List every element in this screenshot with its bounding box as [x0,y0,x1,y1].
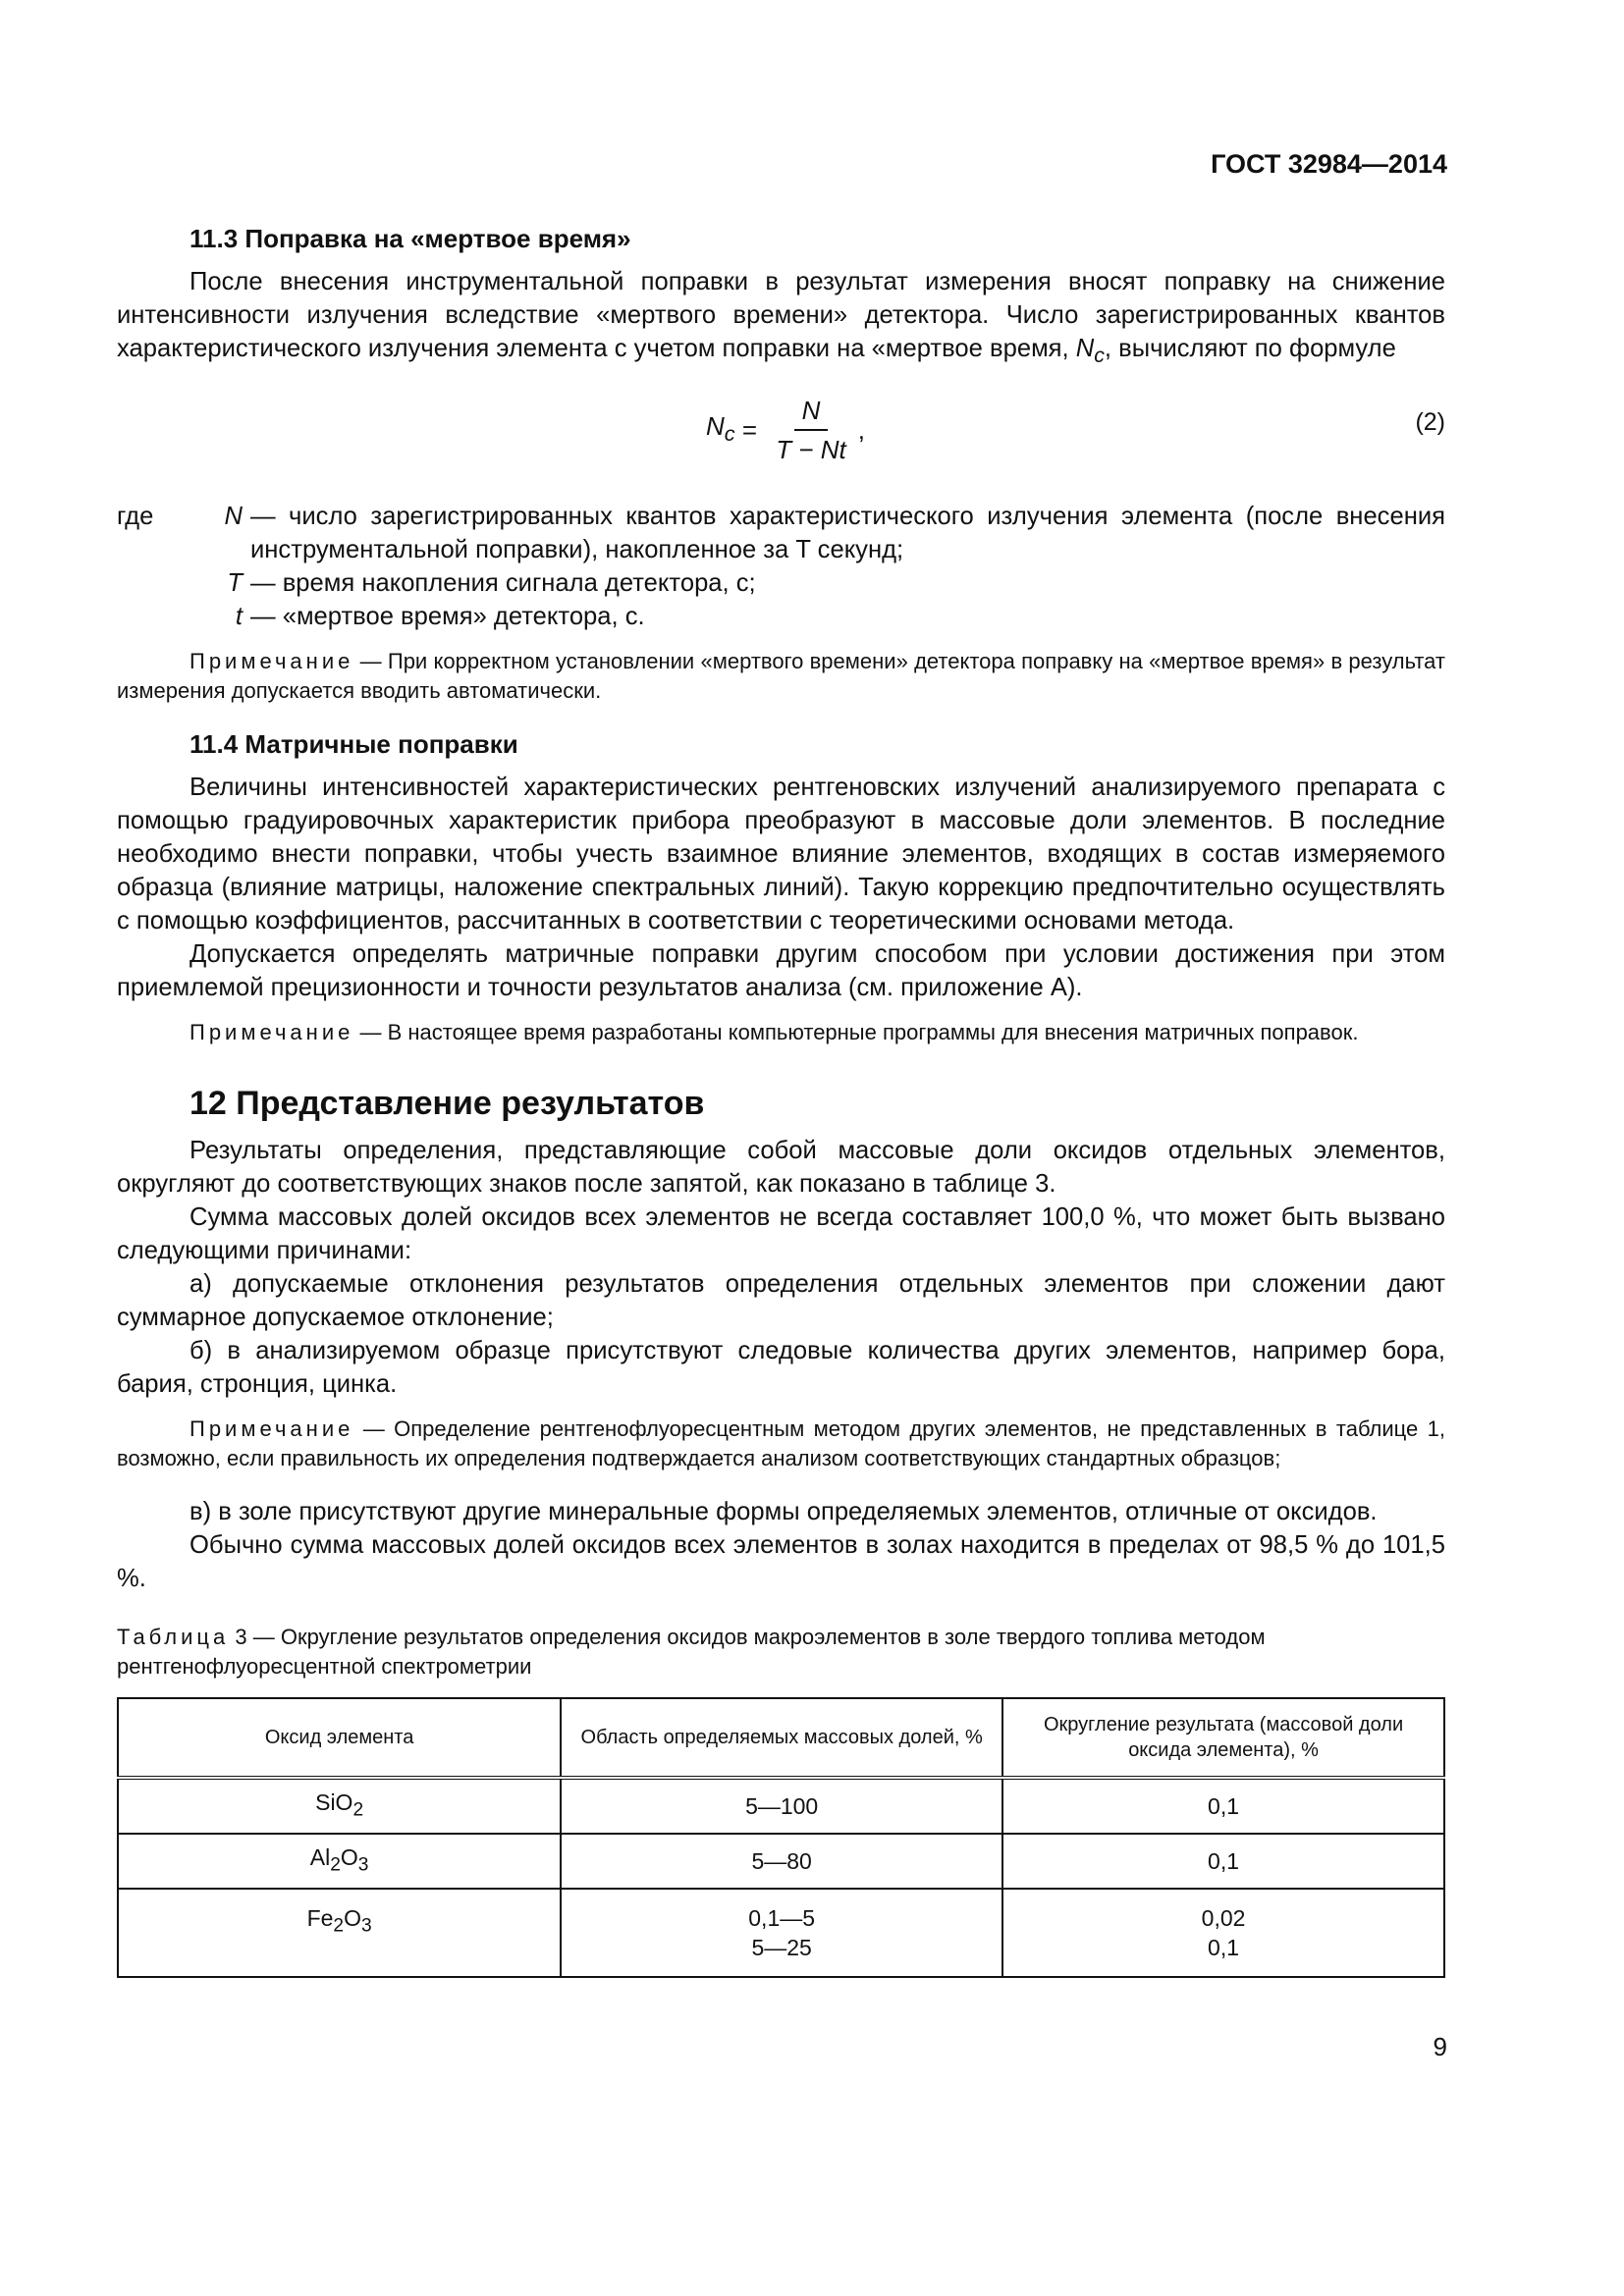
formula-2: $N_c$ = $\frac{N}{T - Nt}$ , (2) [706,396,1445,465]
symbol-explanations [117,500,1445,633]
section-11-4-paragraph: Допускается определять матричные поправки другим способом при условии достижения при этом приемлемой прецизионности и точности результатов анализа (см. приложение А). [117,940,1445,1002]
oxide-cell: $Fe_2O_3$ [118,1889,561,1977]
range-cell: 5—80 [561,1834,1002,1889]
equation-number: (2) [1415,408,1445,437]
section-12-paragraph: а) допускаемые отклонения результатов определения отдельных элементов при сложении дают суммарное допускаемое отклонение; [117,1270,1445,1332]
section-11-4-paragraph: Величины интенсивностей характеристических рентгеновских излучений анализируемого препарата с помощью градуировочных характеристик прибора преобразуют в массовые доли элементов. В последние необходимо внести поправки, чтобы учесть взаимное влияние элементов, входящих в состав измеряемого образца (влияние матрицы, наложение спектральных линий). Такую коррекцию предпочтительно осуществлять с помощью коэффициентов, рассчитанных в соответствии с теоретическими основами метода. [117,774,1445,935]
table-header-cell: Оксид элемента [118,1698,561,1778]
rounding-cell: 0,1 [1002,1834,1444,1889]
rounding-cell: 0,1 [1002,1778,1444,1834]
table-header-cell: Область определяемых массовых долей, % [561,1698,1002,1778]
table-3 [117,1697,1445,1978]
formula-numerator: N [794,394,829,431]
section-12-paragraph: Обычно сумма массовых долей оксидов всех элементов в золах находится в пределах от 98,5 % до 101,5 %. [117,1531,1445,1593]
table-row [118,1889,1444,1977]
section-12-paragraph: б) в анализируемом образце присутствуют следовые количества других элементов, например бора, бария, стронция, цинка. [117,1337,1445,1399]
formula-fraction [768,394,854,466]
note-11-4: Примечание — В настоящее время разработаны компьютерные программы для внесения матричных поправок. [189,1020,1359,1045]
section-12-title: 12 Представление результатов [189,1085,705,1123]
symbol-row: t — «мертвое время» детектора, с. [235,603,645,631]
range-cell: 5—100 [561,1778,1002,1834]
symbol-row: где N — число зарегистрированных квантов характеристического излучения элемента (после внесения инструментальной поправки), накопленное за T секунд; [117,503,1445,564]
formula-lhs: $N_c$ [706,411,735,447]
formula-denominator: T − Nt [776,435,846,465]
table-header-row [118,1698,1444,1778]
rounding-cell: 0,02 0,1 [1002,1889,1444,1977]
page-content [117,222,1445,1978]
section-12-paragraph: Результаты определения, представляющие собой массовые доли оксидов отдельных элементов, округляют до соответствующих знаков после запятой, как показано в таблице 3. [117,1137,1445,1199]
note-11-3: Примечание — При корректном установлении «мертвого времени» детектора поправку на «мертвое время» в результат измерения допускается вводить автоматически. [117,649,1445,704]
range-cell: 0,1—5 5—25 [561,1889,1002,1977]
table-3-caption: Таблица 3 — Округление результатов определения оксидов макроэлементов в золе твердого топлива методом рентгенофлуоресцентной спектрометрии [117,1625,1266,1680]
page-number: 9 [1433,2032,1447,2061]
section-11-3-paragraph: После внесения инструментальной поправки в результат измерения вносят поправку на снижение интенсивности излучения вследствие «мертвого времени» детектора. Число зарегистрированных квантов характеристического излучения элемента с учетом поправки на «мертвое время, $N_c$, вычисляют по формуле [117,268,1445,368]
table-row [118,1834,1444,1889]
section-12-paragraph: Сумма массовых долей оксидов всех элементов не всегда составляет 100,0 %, что может быть вызвано следующими причинами: [117,1203,1445,1265]
oxide-cell: $Al_2O_3$ [118,1834,561,1889]
section-11-4-title: 11.4 Матричные поправки [189,729,518,760]
table-header-cell: Округление результата (массовой доли оксида элемента), % [1002,1698,1444,1778]
section-11-3-title: 11.3 Поправка на «мертвое время» [189,224,631,253]
symbol-row: T — время накопления сигнала детектора, с; [227,569,756,598]
standard-id: ГОСТ 32984—2014 [1211,149,1447,179]
section-12-paragraph: в) в золе присутствуют другие минеральные формы определяемых элементов, отличные от оксидов. [189,1498,1378,1526]
note-12: Примечание — Определение рентгенофлуоресцентным методом других элементов, не представленных в таблице 1, возможно, если правильность их определения подтверждается анализом соответствующих стандартных образцов; [117,1416,1445,1471]
table-row [118,1778,1444,1834]
oxide-cell: SiO$_2$ [118,1778,561,1834]
